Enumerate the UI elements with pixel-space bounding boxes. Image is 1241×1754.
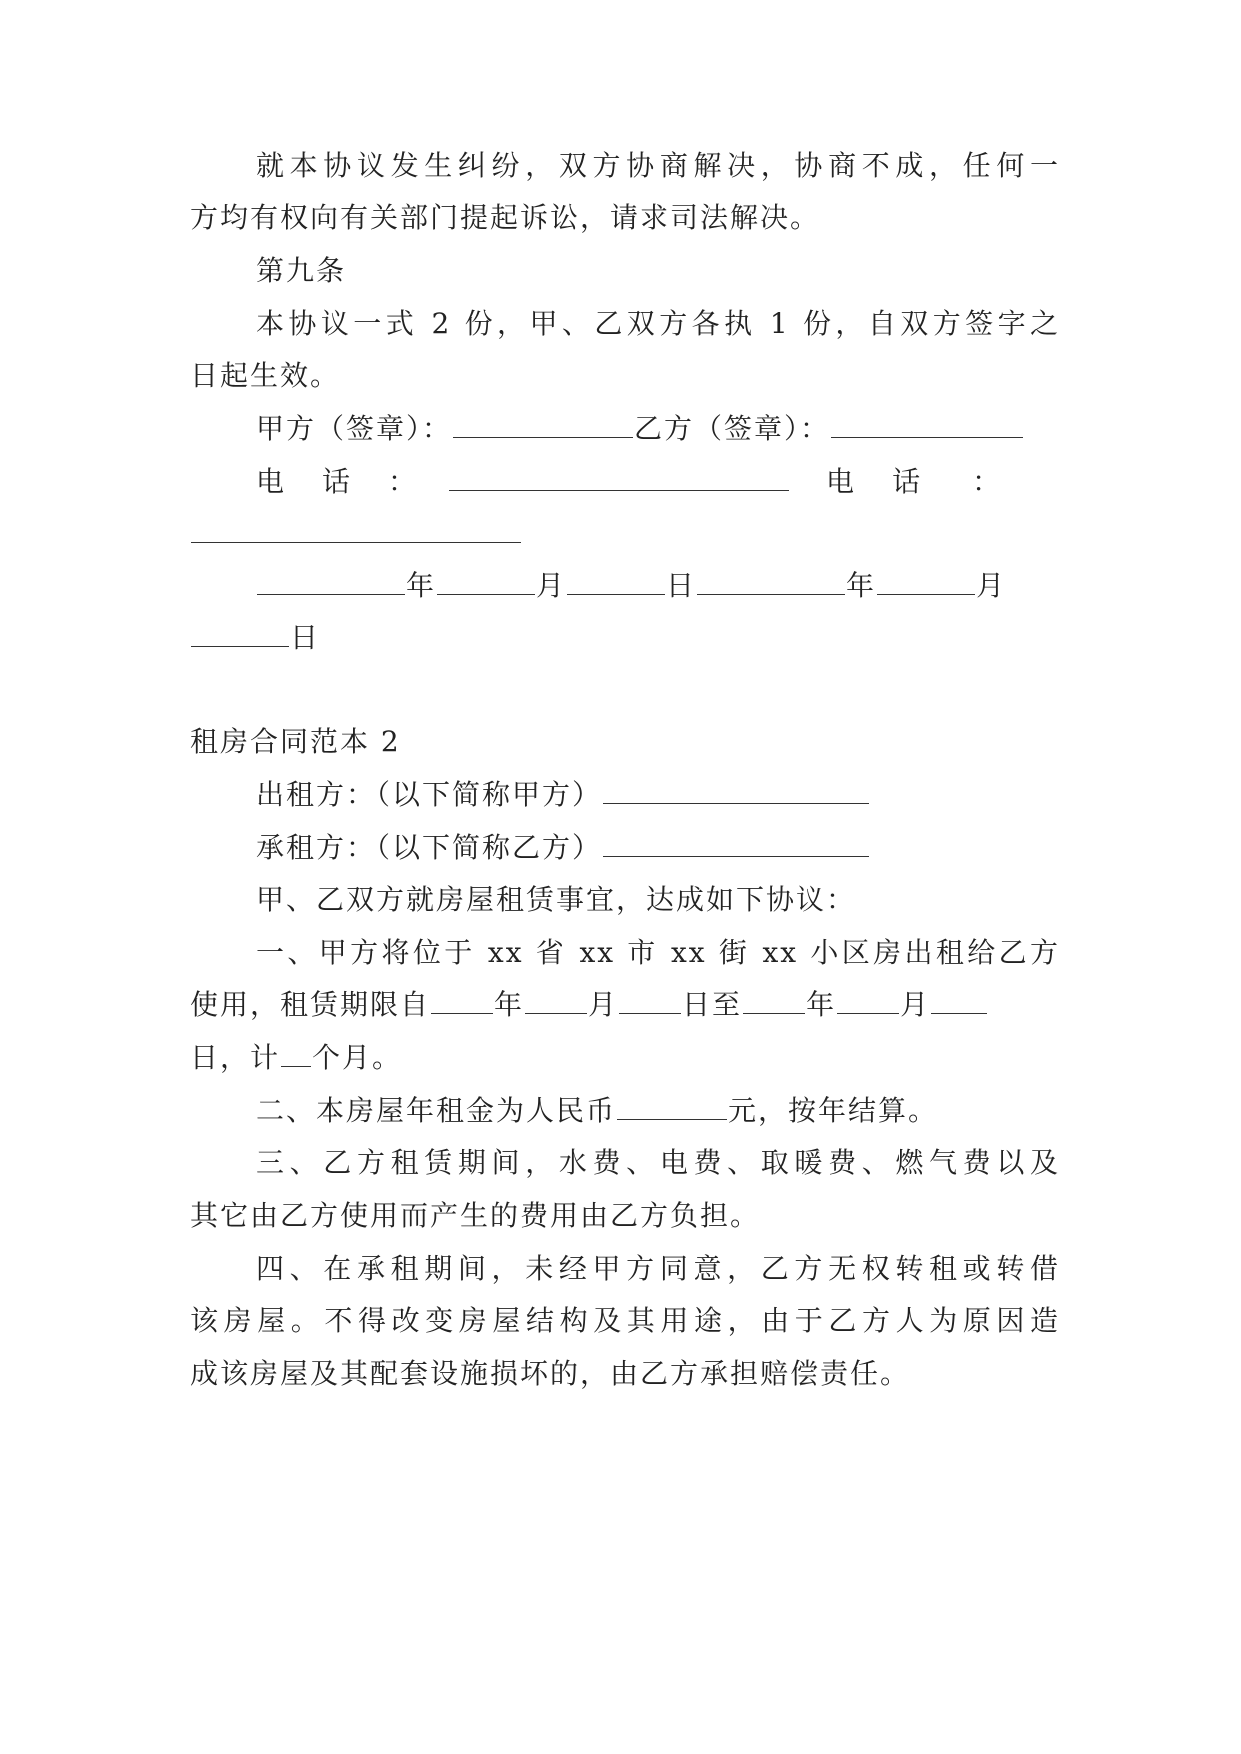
blank-field (697, 567, 845, 595)
clause-4-line: 成该房屋及其配套设施损坏的，由乙方承担赔偿责任。 (190, 1357, 911, 1390)
month-label: 月 (588, 988, 619, 1021)
paragraph-line: 就本协议发生纠纷，双方协商解决，协商不成，任何一 (256, 149, 1060, 182)
clause-1-term-line (190, 985, 1060, 1025)
term-label: 使用，租赁期限自 (190, 988, 431, 1021)
section-title: 租房合同范本 2 (190, 725, 401, 758)
year-label: 年 (494, 988, 525, 1021)
blank-field (191, 515, 521, 543)
month-label: 月 (976, 569, 1007, 602)
blank-field (617, 1092, 727, 1120)
paragraph-line: 方均有权向有关部门提起诉讼，请求司法解决。 (190, 201, 821, 234)
rent-unit-label: 元，按年结算。 (728, 1094, 939, 1127)
phone-line (256, 462, 1060, 502)
blank-field (877, 567, 975, 595)
blank-field (743, 986, 805, 1014)
blank-field (831, 410, 1023, 438)
rent-label: 二、本房屋年租金为人民币 (256, 1094, 617, 1127)
clause-4-line: 四、在承租期间，未经甲方同意，乙方无权转租或转借 (256, 1252, 1060, 1285)
phone-label-char: 电 (256, 465, 287, 498)
clause-4-line: 该房屋。不得改变房屋结构及其用途，由于乙方人为原因造 (190, 1304, 1060, 1337)
blank-field (453, 410, 633, 438)
phone-label-char: 话 (892, 465, 923, 498)
paragraph-line: 日起生效。 (190, 359, 341, 392)
signature-line (256, 409, 1060, 449)
blank-field (603, 829, 869, 857)
year-label: 年 (806, 988, 837, 1021)
clause-3-line: 三、乙方租赁期间，水费、电费、取暖费、燃气费以及 (256, 1146, 1060, 1179)
blank-field (449, 463, 789, 491)
day-to-label: 日至 (682, 988, 743, 1021)
months-label: 个月。 (312, 1041, 403, 1074)
blank-field (525, 986, 587, 1014)
blank-field (619, 986, 681, 1014)
date-line (256, 566, 1060, 606)
clause-1-line: 一、甲方将位于 xx 省 xx 市 xx 街 xx 小区房出租给乙方 (256, 936, 1060, 969)
blank-field (603, 776, 869, 804)
lessor-label: 出租方：（以下简称甲方） (256, 778, 603, 811)
count-label: 日，计 (190, 1041, 281, 1074)
date-line-cont (190, 618, 1060, 658)
clause-1-count-line (190, 1038, 1060, 1078)
clause-3-line: 其它由乙方使用而产生的费用由乙方负担。 (190, 1199, 761, 1232)
clause-2-line (256, 1091, 1060, 1131)
year-label: 年 (406, 569, 437, 602)
month-label: 月 (900, 988, 931, 1021)
blank-field (281, 1039, 311, 1067)
phone-colon: ： (972, 465, 1003, 498)
lessee-label: 承租方：（以下简称乙方） (256, 831, 603, 864)
phone-colon: ： (388, 465, 419, 498)
blank-field (191, 619, 289, 647)
party-b-label: 乙方（签章）： (634, 412, 831, 445)
day-label: 日 (666, 569, 697, 602)
blank-field (931, 986, 987, 1014)
paragraph-line: 甲、乙双方就房屋租赁事宜，达成如下协议： (256, 883, 857, 916)
phone-blank-line (190, 514, 1060, 554)
blank-field (437, 567, 535, 595)
year-label: 年 (846, 569, 877, 602)
lessor-line (256, 775, 1060, 815)
blank-field (431, 986, 493, 1014)
phone-label-char: 电 (826, 465, 857, 498)
day-label: 日 (290, 621, 321, 654)
phone-label-char: 话 (322, 465, 353, 498)
paragraph-line: 本协议一式 2 份，甲、乙双方各执 1 份，自双方签字之 (256, 307, 1060, 340)
blank-field (257, 567, 405, 595)
party-a-label: 甲方（签章）： (256, 412, 453, 445)
lessee-line (256, 828, 1060, 868)
blank-field (837, 986, 899, 1014)
month-label: 月 (536, 569, 567, 602)
blank-field (567, 567, 665, 595)
article-heading: 第九条 (256, 254, 347, 287)
